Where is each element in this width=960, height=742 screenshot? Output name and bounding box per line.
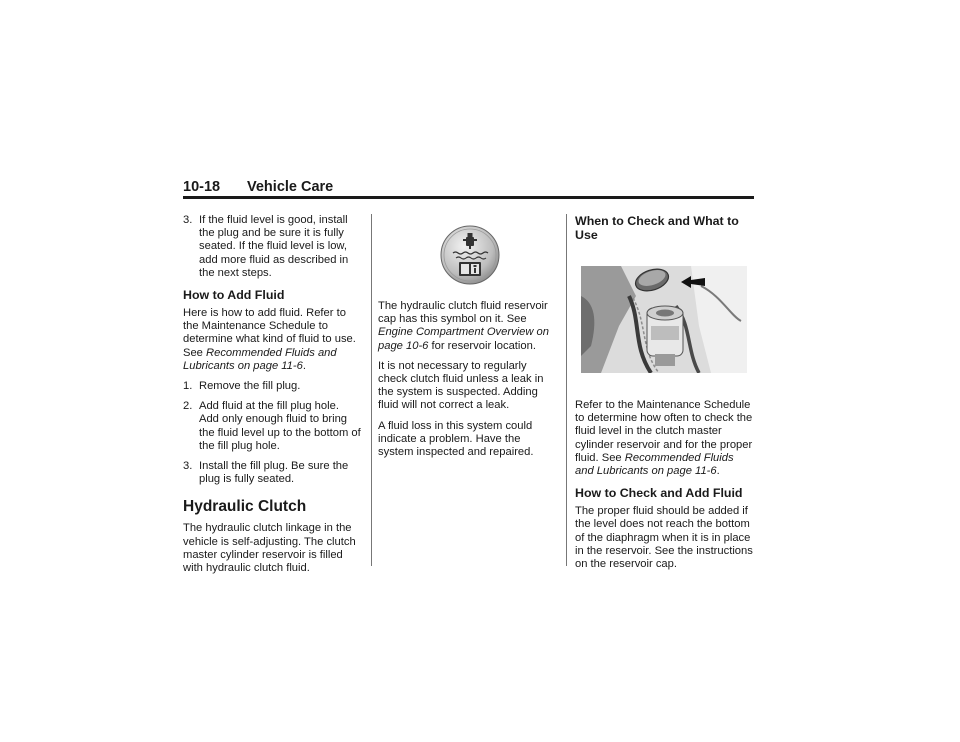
add-fluid-intro: Here is how to add fluid. Refer to the Maintenance Schedule to determine what kind of fluid to use. See Recommended Fluids and Lubricants on page 11-6. — [183, 307, 356, 372]
section-title: Vehicle Care — [247, 179, 334, 195]
when-to-check-text: Refer to the Maintenance Schedule to determine how often to check the fluid level in the clutch master cylinder reservoir and for the proper fluid. See Recommended Fluids and Lubricants on page 11-6. — [575, 399, 753, 478]
clutch-fluid-symbol-icon — [439, 224, 501, 286]
column-2 — [378, 214, 553, 466]
step-text: Install the fill plug. Be sure the plug is fully seated. — [199, 460, 349, 486]
hydraulic-clutch-text: The hydraulic clutch linkage in the vehicle is self-adjusting. The clutch master cylinder reservoir is filled with hydraulic clutch fluid. — [183, 522, 356, 575]
step-number: 1. — [183, 380, 193, 393]
step-number: 3. — [183, 214, 193, 226]
step-text: If the fluid level is good, install the plug and be sure it is fully seated. If the fluid level is low, add more fluid as described in the next steps. — [199, 214, 349, 279]
step-3 — [183, 460, 361, 486]
symbol-description: The hydraulic clutch fluid reservoir cap has this symbol on it. See Engine Compartment Overview on page 10-6 for reservoir location. — [378, 300, 549, 352]
step-text: Add fluid at the fill plug hole. Add only enough fluid to bring the fluid level up to the bottom of the fill plug hole. — [199, 400, 361, 452]
step-number: 3. — [183, 460, 193, 473]
add-fluid-heading: How to Add Fluid — [183, 288, 285, 303]
step-number: 2. — [183, 400, 193, 413]
when-to-check-heading: When to Check and What to Use — [575, 214, 739, 242]
step-1 — [183, 380, 361, 393]
cross-reference-link[interactable]: Recommended Fluids and Lubricants on page 11-6 — [183, 346, 337, 372]
fluid-loss-warning: A fluid loss in this system could indicate a problem. Have the system inspected and repaired. — [378, 419, 534, 459]
check-guidance: It is not necessary to regularly check clutch fluid unless a leak in the system is suspected. Adding fluid will not correct a leak. — [378, 359, 544, 412]
check-add-fluid-text: The proper fluid should be added if the level does not reach the bottom of the diaphragm when it is in place in the reservoir. See the instructions on the reservoir cap. — [575, 505, 753, 571]
step-2 — [183, 400, 361, 453]
check-add-fluid-heading: How to Check and Add Fluid — [575, 486, 743, 501]
step-3-check — [183, 214, 361, 280]
step-text: Remove the fill plug. — [199, 380, 301, 393]
page-number: 10-18 — [183, 179, 221, 195]
hydraulic-clutch-heading: Hydraulic Clutch — [183, 498, 307, 516]
cross-reference-link[interactable]: Engine Compartment Overview on page 10-6 — [378, 326, 549, 352]
cross-reference-link[interactable]: Recommended Fluids and Lubricants on page 11-6 — [575, 451, 734, 478]
column-1 — [183, 214, 361, 582]
column-3 — [575, 214, 755, 578]
header-rule — [183, 196, 754, 199]
column-divider — [566, 214, 567, 566]
column-divider — [371, 214, 372, 566]
reservoir-photo — [581, 266, 747, 373]
